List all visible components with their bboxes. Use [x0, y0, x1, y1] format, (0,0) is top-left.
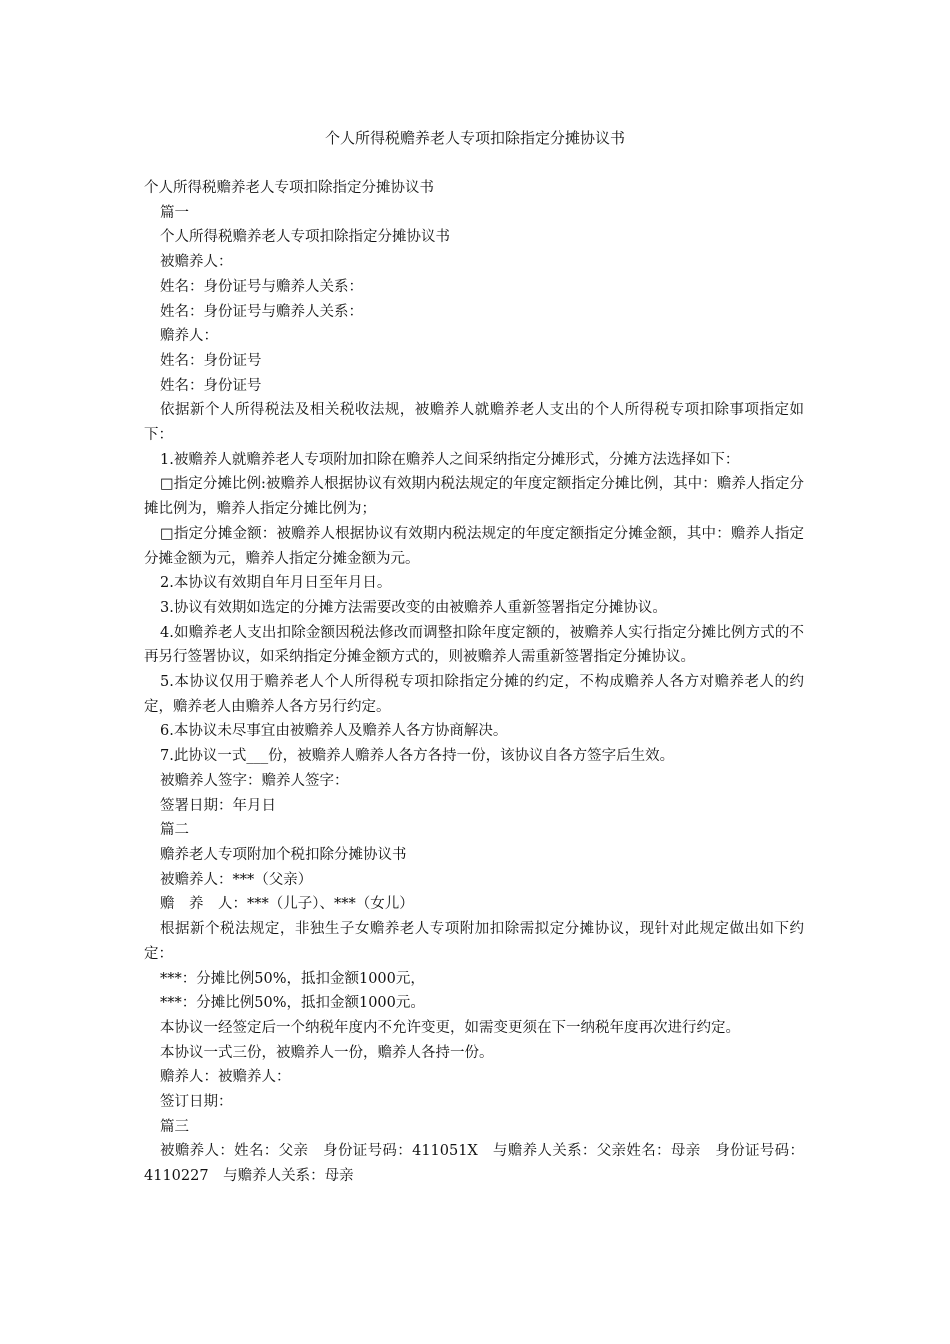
document-title: 个人所得税赡养老人专项扣除指定分摊协议书	[324, 129, 625, 147]
section-label-3: 篇三	[160, 1118, 189, 1135]
clause-7: 7.此协议一式___份，被赡养人赡养人各方各持一份，该协议自各方签字后生效。	[160, 748, 675, 765]
signing-date-line: 签署日期：年月日	[160, 797, 276, 814]
section-label-1: 篇一	[160, 204, 189, 221]
option-amount-paragraph: □指定分摊金额：被赡养人根据协议有效期内税法规定的年度定额指定分摊金额，其中：赡养人指定分摊金额为元，赡养人指定分摊金额为元。	[144, 525, 804, 567]
signature-line: 被赡养人签字：赡养人签字：	[160, 772, 349, 789]
option-ratio-paragraph: □指定分摊比例:被赡养人根据协议有效期内税法规定的年度定额指定分摊比例，其中：赡养人指定分摊比例为，赡养人指定分摊比例为；	[144, 476, 804, 518]
clause-2: 2.本协议有效期自年月日至年月日。	[160, 575, 392, 592]
supported-person-line: 被赡养人：***（父亲）	[160, 871, 313, 888]
law-paragraph: 根据新个税法规定，非独生子女赡养老人专项附加扣除需拟定分摊协议，现针对此规定做出如下约定：	[144, 921, 804, 962]
section-title-2: 赡养老人专项附加个税扣除分摊协议书	[160, 846, 407, 863]
clause-5: 5.本协议仅用于赡养老人个人所得税专项扣除指定分摊的约定，不构成赡养人各方对赡养老人的约定，赡养老人由赡养人各方另行约定。	[144, 674, 804, 715]
parties-signature-line: 赡养人：被赡养人：	[160, 1069, 291, 1086]
supporter-label: 赡养人：	[160, 328, 218, 345]
supporter-row: 姓名：身份证号	[160, 352, 262, 369]
clause-6: 6.本协议未尽事宜由被赡养人及赡养人各方协商解决。	[160, 723, 508, 740]
supporter-row: 姓名：身份证号	[160, 377, 262, 394]
section-title-1: 个人所得税赡养老人专项扣除指定分摊协议书	[160, 229, 450, 246]
section-label-2: 篇二	[160, 822, 189, 839]
body-heading: 个人所得税赡养老人专项扣除指定分摊协议书	[144, 180, 434, 196]
supported-person-row: 姓名：身份证号与赡养人关系：	[160, 303, 363, 320]
signing-date-line: 签订日期：	[160, 1094, 233, 1111]
supported-person-row: 姓名：身份证号与赡养人关系：	[160, 278, 363, 295]
allocation-line: ***：分摊比例50%，抵扣金额1000元。	[160, 995, 425, 1012]
copies-line: 本协议一式三份，被赡养人一份，赡养人各持一份。	[160, 1044, 494, 1061]
clause-4: 4.如赡养老人支出扣除金额因税法修改而调整扣除年度定额的，被赡养人实行指定分摊比例方式的不再另行签署协议，如采纳指定分摊金额方式的，则被赡养人需重新签署指定分摊协议。	[144, 624, 804, 666]
supported-person-label: 被赡养人：	[160, 254, 233, 271]
change-rule-line: 本协议一经签定后一个纳税年度内不允许变更，如需变更须在下一纳税年度再次进行约定。	[160, 1019, 740, 1036]
supporters-line: 赡 养 人：***（儿子）、***（女儿）	[160, 896, 414, 913]
clause-1: 1.被赡养人就赡养老人专项附加扣除在赡养人之间采纳指定分摊形式，分摊方法选择如下：	[160, 451, 740, 468]
document-body	[144, 176, 804, 1189]
supported-persons-paragraph: 被赡养人：姓名：父亲 身份证号码：411051X 与赡养人关系：父亲姓名：母亲 身份证号码：4110227 与赡养人关系：母亲	[144, 1143, 804, 1185]
clause-3: 3.协议有效期如选定的分摊方法需要改变的由被赡养人重新签署指定分摊协议。	[160, 599, 667, 616]
allocation-line: ***：分摊比例50%，抵扣金额1000元，	[160, 970, 425, 987]
preamble-paragraph: 依据新个人所得税法及相关税收法规，被赡养人就赡养老人支出的个人所得税专项扣除事项指定如下：	[144, 402, 804, 444]
